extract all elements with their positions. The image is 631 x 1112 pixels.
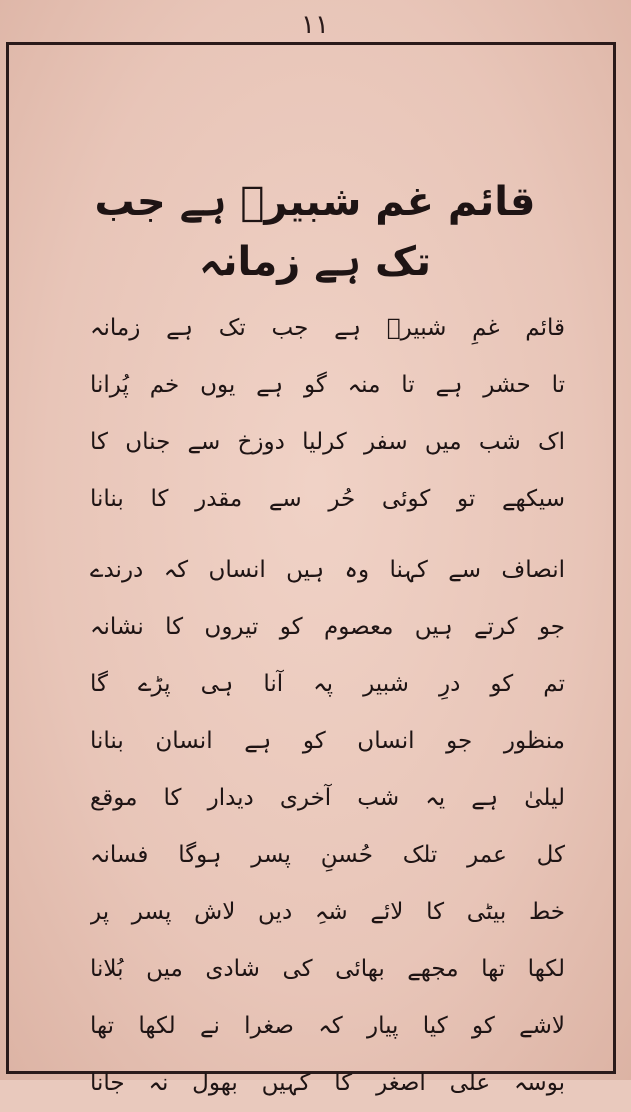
verse-line: لکھا تھا مجھے بھائی کی شادی میں بُلانا <box>90 956 565 982</box>
stanza-separator <box>90 528 565 542</box>
stanza-1 <box>90 300 565 528</box>
verse-line: سیکھے تو کوئی حُر سے مقدر کا بنانا <box>90 486 565 512</box>
page-number: ۱۱ <box>301 10 329 40</box>
verse-line: خط بیٹی کا لائے شہِ دیں لاش پسر پر <box>90 899 565 925</box>
verse-line: لاشے کو کیا پیار کہ صغرا نے لکھا تھا <box>90 1013 565 1039</box>
verse-line: تم کو درِ شبیر پہ آنا ہی پڑے گا <box>90 671 565 697</box>
verse-line: لیلیٰ ہے یہ شب آخری دیدار کا موقع <box>90 785 565 811</box>
verse-line: انصاف سے کہنا وہ ہیں انساں کہ درندے <box>90 557 565 583</box>
verse-line: منظور جو انساں کو ہے انسان بنانا <box>90 728 565 754</box>
verse-line: بوسہ علی اصغر کا کہیں بھول نہ جانا <box>90 1070 565 1096</box>
verse-line: قائم غمِ شبیرؑ ہے جب تک ہے زمانہ <box>90 315 565 341</box>
poem-title: قائم غم شبیرؑ ہے جب تک ہے زمانہ <box>94 179 536 285</box>
verse-line: جو کرتے ہیں معصوم کو تیروں کا نشانہ <box>90 614 565 640</box>
verse-line: اک شب میں سفر کرلیا دوزخ سے جناں کا <box>90 429 565 455</box>
verse-line: تا حشر ہے تا منہ گو ہے یوں خم پُرانا <box>90 372 565 398</box>
verse-line: کل عمر تلک حُسنِ پسر ہوگا فسانہ <box>90 842 565 868</box>
poem-body <box>90 300 565 1112</box>
stanza-2 <box>90 542 565 1112</box>
